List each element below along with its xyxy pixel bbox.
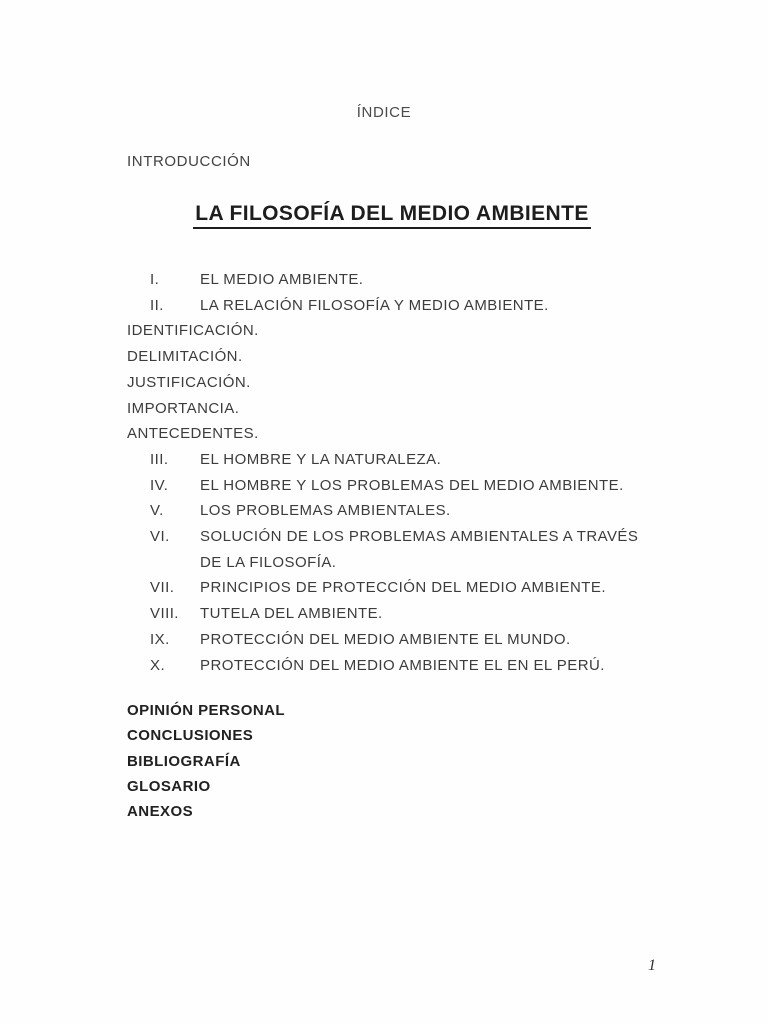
section-label: DELIMITACIÓN.	[127, 348, 243, 366]
toc-item-numeral: VII.	[150, 579, 175, 597]
toc-item-numeral: III.	[150, 450, 169, 468]
bold-section-label: BIBLIOGRAFÍA	[127, 752, 241, 770]
toc-item	[0, 575, 768, 601]
toc-item	[0, 293, 768, 319]
doc-title: ÍNDICE	[356, 104, 412, 121]
toc-item-numeral: IV.	[150, 476, 169, 494]
toc-item-text: PRINCIPIOS DE PROTECCIÓN DEL MEDIO AMBIENTE.	[200, 579, 606, 597]
toc-item-numeral: VI.	[150, 528, 170, 546]
toc-item-text: EL MEDIO AMBIENTE.	[200, 271, 364, 288]
toc-item-text: LOS PROBLEMAS AMBIENTALES.	[200, 502, 451, 520]
table-of-contents	[0, 267, 768, 678]
toc-item-text: EL HOMBRE Y LA NATURALEZA.	[200, 450, 442, 468]
section-label: ANTECEDENTES.	[127, 425, 259, 443]
toc-item-text: SOLUCIÓN DE LOS PROBLEMAS AMBIENTALES A TRAVÉS DE LA FILOSOFÍA.	[200, 528, 639, 571]
toc-item-text: LA RELACIÓN FILOSOFÍA Y MEDIO AMBIENTE.	[200, 296, 549, 314]
toc-item-numeral: II.	[150, 296, 164, 314]
back-matter-sections	[0, 698, 768, 824]
toc-item-text: EL HOMBRE Y LOS PROBLEMAS DEL MEDIO AMBIENTE.	[200, 476, 624, 494]
intro-label: INTRODUCCIÓN	[127, 153, 251, 170]
toc-item-text: PROTECCIÓN DEL MEDIO AMBIENTE EL EN EL PERÚ.	[200, 656, 605, 674]
toc-item-text: TUTELA DEL AMBIENTE.	[200, 605, 383, 623]
main-heading	[0, 202, 768, 229]
section-label: IDENTIFICACIÓN.	[127, 322, 259, 340]
toc-item	[0, 524, 768, 575]
toc-item-numeral: I.	[150, 271, 160, 288]
toc-item-numeral: V.	[150, 502, 164, 520]
toc-item	[0, 601, 768, 627]
toc-item	[0, 653, 768, 679]
bold-section-label: ANEXOS	[127, 803, 194, 821]
toc-item	[0, 627, 768, 653]
section-label: IMPORTANCIA.	[127, 399, 240, 417]
bold-section-label: OPINIÓN PERSONAL	[127, 702, 286, 720]
main-heading-text: LA FILOSOFÍA DEL MEDIO AMBIENTE	[193, 202, 591, 229]
toc-item	[0, 447, 768, 473]
toc-item-text: PROTECCIÓN DEL MEDIO AMBIENTE EL MUNDO.	[200, 630, 571, 648]
toc-item-numeral: IX.	[150, 630, 170, 648]
page-number: 1	[648, 957, 656, 974]
bold-section-label: GLOSARIO	[127, 777, 211, 795]
bold-section-label: CONCLUSIONES	[127, 727, 254, 745]
toc-item	[0, 473, 768, 499]
toc-item-numeral: VIII.	[150, 605, 179, 623]
section-label: JUSTIFICACIÓN.	[127, 373, 251, 391]
toc-item-numeral: X.	[150, 656, 166, 674]
toc-item	[0, 498, 768, 524]
toc-item	[0, 267, 768, 293]
